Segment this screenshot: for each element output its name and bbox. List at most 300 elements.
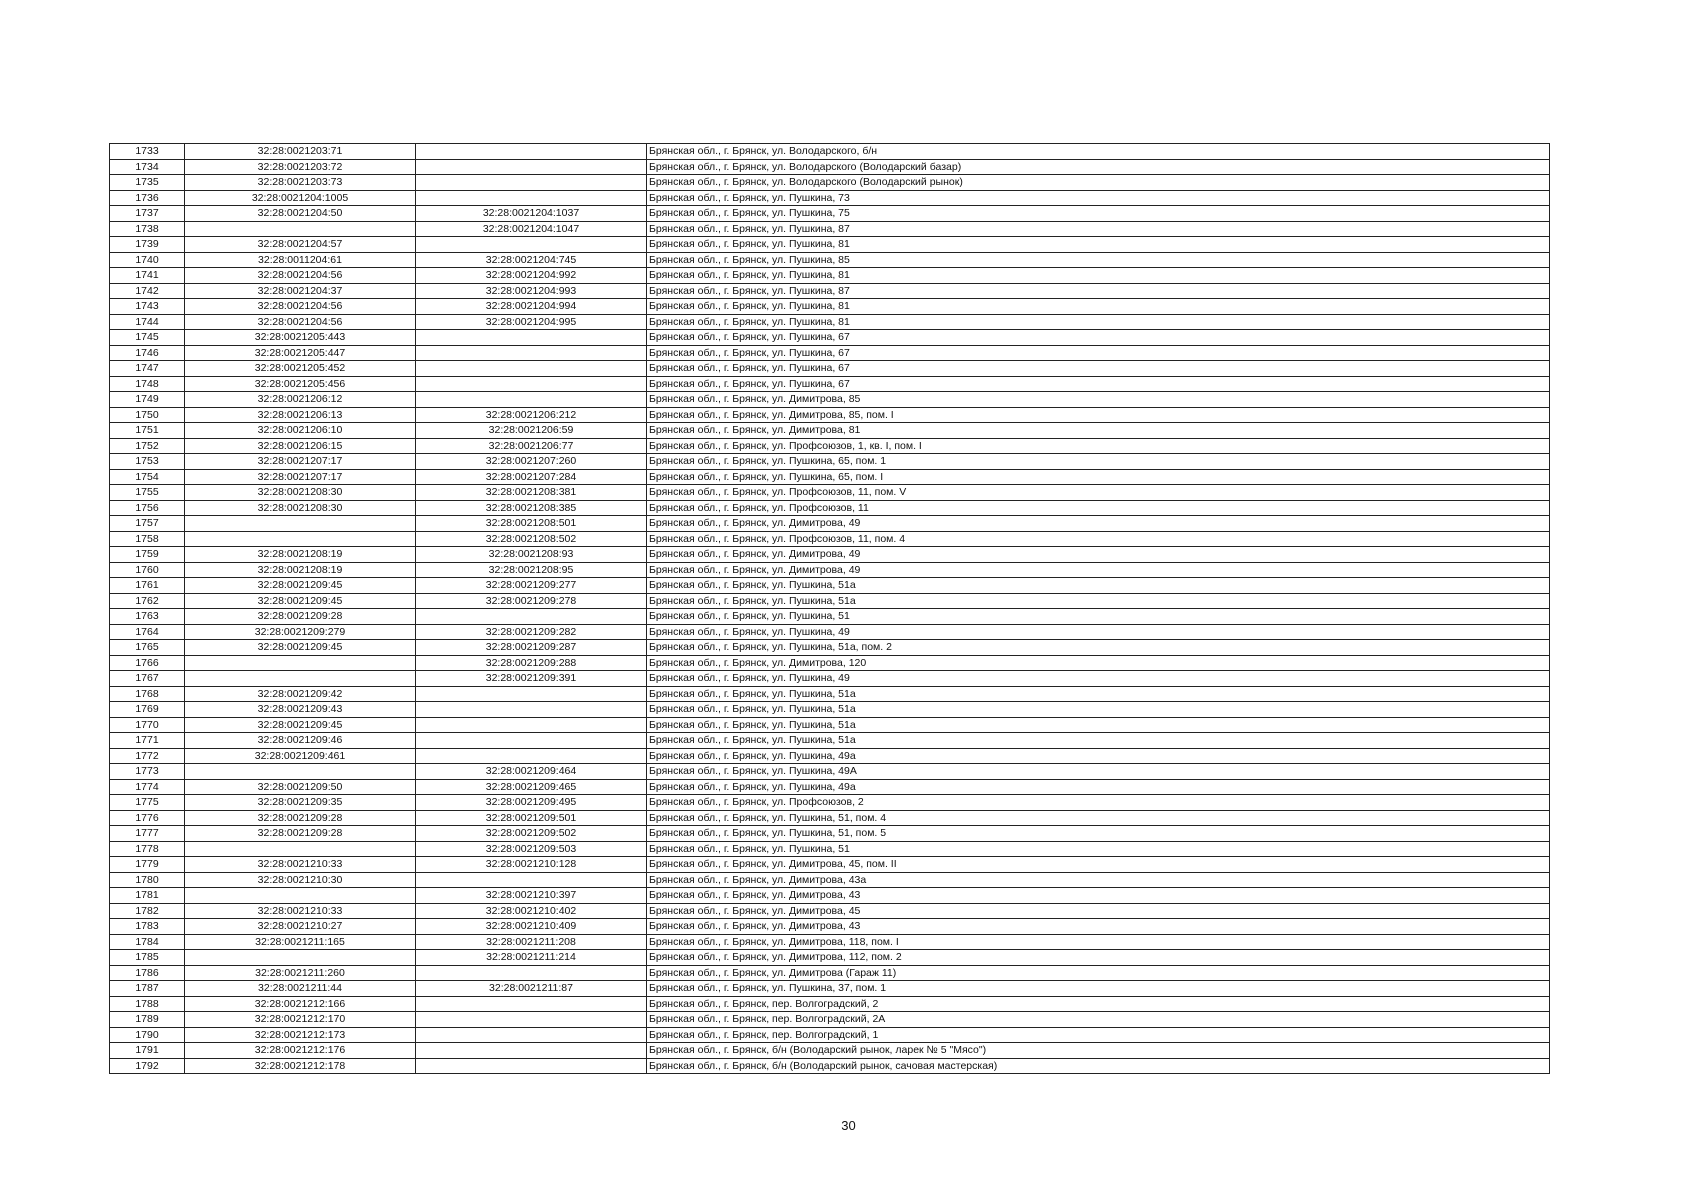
table-row (110, 144, 1550, 160)
land-cadastral-number-cell: 32:28:0021209:50 (185, 779, 416, 795)
address-cell: Брянская обл., г. Брянск, ул. Пушкина, 49а (647, 748, 1550, 764)
land-cadastral-number-cell: 32:28:0011204:61 (185, 252, 416, 268)
address-cell: Брянская обл., г. Брянск, ул. Пушкина, 81 (647, 299, 1550, 315)
address-cell: Брянская обл., г. Брянск, ул. Пушкина, 51а (647, 686, 1550, 702)
row-number-cell: 1792 (110, 1058, 185, 1074)
land-cadastral-number-cell: 32:28:0021209:35 (185, 795, 416, 811)
row-number-cell: 1788 (110, 996, 185, 1012)
address-cell: Брянская обл., г. Брянск, ул. Димитрова, 118, пом. I (647, 934, 1550, 950)
table-row (110, 361, 1550, 377)
row-number-cell: 1762 (110, 593, 185, 609)
row-number-cell: 1745 (110, 330, 185, 346)
land-cadastral-number-cell: 32:28:0021205:452 (185, 361, 416, 377)
address-cell: Брянская обл., г. Брянск, ул. Пушкина, 67 (647, 361, 1550, 377)
building-cadastral-number-cell: 32:28:0021209:503 (416, 841, 647, 857)
table-row (110, 872, 1550, 888)
table-row (110, 609, 1550, 625)
land-cadastral-number-cell: 32:28:0021212:173 (185, 1027, 416, 1043)
table-row (110, 950, 1550, 966)
address-cell: Брянская обл., г. Брянск, ул. Пушкина, 87 (647, 283, 1550, 299)
building-cadastral-number-cell (416, 748, 647, 764)
building-cadastral-number-cell (416, 733, 647, 749)
table-row (110, 485, 1550, 501)
row-number-cell: 1779 (110, 857, 185, 873)
table-row (110, 562, 1550, 578)
row-number-cell: 1780 (110, 872, 185, 888)
building-cadastral-number-cell (416, 144, 647, 160)
row-number-cell: 1769 (110, 702, 185, 718)
building-cadastral-number-cell: 32:28:0021209:391 (416, 671, 647, 687)
table-row (110, 795, 1550, 811)
building-cadastral-number-cell: 32:28:0021208:381 (416, 485, 647, 501)
row-number-cell: 1740 (110, 252, 185, 268)
building-cadastral-number-cell: 32:28:0021206:77 (416, 438, 647, 454)
address-cell: Брянская обл., г. Брянск, пер. Волгоградский, 2А (647, 1012, 1550, 1028)
address-cell: Брянская обл., г. Брянск, ул. Профсоюзов, 11 (647, 500, 1550, 516)
row-number-cell: 1770 (110, 717, 185, 733)
address-cell: Брянская обл., г. Брянск, ул. Пушкина, 67 (647, 345, 1550, 361)
building-cadastral-number-cell: 32:28:0021204:992 (416, 268, 647, 284)
land-cadastral-number-cell: 32:28:0021209:45 (185, 717, 416, 733)
row-number-cell: 1790 (110, 1027, 185, 1043)
table-row (110, 314, 1550, 330)
building-cadastral-number-cell: 32:28:0021204:995 (416, 314, 647, 330)
row-number-cell: 1751 (110, 423, 185, 439)
address-cell: Брянская обл., г. Брянск, ул. Димитрова, 43 (647, 919, 1550, 935)
table-row (110, 1012, 1550, 1028)
address-cell: Брянская обл., г. Брянск, ул. Пушкина, 81 (647, 314, 1550, 330)
building-cadastral-number-cell: 32:28:0021211:214 (416, 950, 647, 966)
building-cadastral-number-cell: 32:28:0021206:59 (416, 423, 647, 439)
row-number-cell: 1742 (110, 283, 185, 299)
table-row (110, 407, 1550, 423)
table-row (110, 500, 1550, 516)
row-number-cell: 1753 (110, 454, 185, 470)
row-number-cell: 1777 (110, 826, 185, 842)
building-cadastral-number-cell: 32:28:0021210:397 (416, 888, 647, 904)
building-cadastral-number-cell: 32:28:0021210:409 (416, 919, 647, 935)
building-cadastral-number-cell (416, 330, 647, 346)
row-number-cell: 1765 (110, 640, 185, 656)
land-cadastral-number-cell: 32:28:0021204:56 (185, 268, 416, 284)
land-cadastral-number-cell: 32:28:0021209:45 (185, 578, 416, 594)
table-row (110, 299, 1550, 315)
table-row (110, 857, 1550, 873)
row-number-cell: 1784 (110, 934, 185, 950)
address-cell: Брянская обл., г. Брянск, пер. Волгоградский, 2 (647, 996, 1550, 1012)
row-number-cell: 1750 (110, 407, 185, 423)
table-row (110, 748, 1550, 764)
table-row (110, 206, 1550, 222)
address-cell: Брянская обл., г. Брянск, ул. Володарского (Володарский рынок) (647, 175, 1550, 191)
table-row (110, 1027, 1550, 1043)
building-cadastral-number-cell (416, 1012, 647, 1028)
table-row (110, 702, 1550, 718)
row-number-cell: 1766 (110, 655, 185, 671)
address-cell: Брянская обл., г. Брянск, ул. Димитрова, 49 (647, 562, 1550, 578)
land-cadastral-number-cell: 32:28:0021209:28 (185, 609, 416, 625)
land-cadastral-number-cell: 32:28:0021203:73 (185, 175, 416, 191)
table-row (110, 423, 1550, 439)
address-cell: Брянская обл., г. Брянск, ул. Пушкина, 87 (647, 221, 1550, 237)
address-cell: Брянская обл., г. Брянск, б/н (Володарский рынок, ларек № 5 "Мясо") (647, 1043, 1550, 1059)
address-cell: Брянская обл., г. Брянск, ул. Пушкина, 81 (647, 268, 1550, 284)
land-cadastral-number-cell: 32:28:0021211:165 (185, 934, 416, 950)
address-cell: Брянская обл., г. Брянск, ул. Пушкина, 51а (647, 593, 1550, 609)
row-number-cell: 1785 (110, 950, 185, 966)
row-number-cell: 1759 (110, 547, 185, 563)
land-cadastral-number-cell (185, 516, 416, 532)
address-cell: Брянская обл., г. Брянск, ул. Володарского, б/н (647, 144, 1550, 160)
row-number-cell: 1746 (110, 345, 185, 361)
page-number: 30 (841, 1118, 856, 1133)
building-cadastral-number-cell: 32:28:0021211:87 (416, 981, 647, 997)
row-number-cell: 1748 (110, 376, 185, 392)
land-cadastral-number-cell: 32:28:0021208:19 (185, 562, 416, 578)
table-row (110, 764, 1550, 780)
address-cell: Брянская обл., г. Брянск, ул. Пушкина, 51а (647, 578, 1550, 594)
building-cadastral-number-cell (416, 609, 647, 625)
land-cadastral-number-cell (185, 531, 416, 547)
table-row (110, 810, 1550, 826)
building-cadastral-number-cell (416, 376, 647, 392)
row-number-cell: 1763 (110, 609, 185, 625)
row-number-cell: 1772 (110, 748, 185, 764)
row-number-cell: 1791 (110, 1043, 185, 1059)
land-cadastral-number-cell: 32:28:0021203:71 (185, 144, 416, 160)
address-cell: Брянская обл., г. Брянск, ул. Димитрова, 81 (647, 423, 1550, 439)
row-number-cell: 1767 (110, 671, 185, 687)
address-cell: Брянская обл., г. Брянск, ул. Пушкина, 49 (647, 671, 1550, 687)
land-cadastral-number-cell: 32:28:0021206:13 (185, 407, 416, 423)
land-cadastral-number-cell: 32:28:0021204:57 (185, 237, 416, 253)
address-cell: Брянская обл., г. Брянск, ул. Пушкина, 49 (647, 624, 1550, 640)
land-cadastral-number-cell: 32:28:0021212:170 (185, 1012, 416, 1028)
building-cadastral-number-cell: 32:28:0021207:260 (416, 454, 647, 470)
land-cadastral-number-cell: 32:28:0021209:28 (185, 810, 416, 826)
address-cell: Брянская обл., г. Брянск, ул. Димитрова (Гараж 11) (647, 965, 1550, 981)
building-cadastral-number-cell: 32:28:0021209:502 (416, 826, 647, 842)
land-cadastral-number-cell (185, 655, 416, 671)
building-cadastral-number-cell: 32:28:0021209:495 (416, 795, 647, 811)
row-number-cell: 1789 (110, 1012, 185, 1028)
building-cadastral-number-cell (416, 175, 647, 191)
land-cadastral-number-cell: 32:28:0021205:443 (185, 330, 416, 346)
address-cell: Брянская обл., г. Брянск, ул. Димитрова, 112, пом. 2 (647, 950, 1550, 966)
table-row (110, 578, 1550, 594)
address-cell: Брянская обл., г. Брянск, ул. Пушкина, 67 (647, 330, 1550, 346)
row-number-cell: 1735 (110, 175, 185, 191)
table-row (110, 919, 1550, 935)
row-number-cell: 1781 (110, 888, 185, 904)
building-cadastral-number-cell: 32:28:0021209:465 (416, 779, 647, 795)
table-row (110, 330, 1550, 346)
table-row (110, 686, 1550, 702)
address-cell: Брянская обл., г. Брянск, ул. Димитрова, 120 (647, 655, 1550, 671)
land-cadastral-number-cell: 32:28:0021209:46 (185, 733, 416, 749)
building-cadastral-number-cell: 32:28:0021208:93 (416, 547, 647, 563)
row-number-cell: 1775 (110, 795, 185, 811)
table-row (110, 934, 1550, 950)
address-cell: Брянская обл., г. Брянск, б/н (Володарский рынок, сачовая мастерская) (647, 1058, 1550, 1074)
table-row (110, 826, 1550, 842)
land-cadastral-number-cell: 32:28:0021210:33 (185, 857, 416, 873)
building-cadastral-number-cell (416, 996, 647, 1012)
table-row (110, 996, 1550, 1012)
address-cell: Брянская обл., г. Брянск, ул. Профсоюзов, 1, кв. I, пом. I (647, 438, 1550, 454)
land-cadastral-number-cell: 32:28:0021210:33 (185, 903, 416, 919)
address-cell: Брянская обл., г. Брянск, ул. Пушкина, 37, пом. 1 (647, 981, 1550, 997)
row-number-cell: 1773 (110, 764, 185, 780)
address-cell: Брянская обл., г. Брянск, ул. Пушкина, 65, пом. I (647, 469, 1550, 485)
row-number-cell: 1736 (110, 190, 185, 206)
land-cadastral-number-cell: 32:28:0021212:176 (185, 1043, 416, 1059)
building-cadastral-number-cell: 32:28:0021209:501 (416, 810, 647, 826)
address-cell: Брянская обл., г. Брянск, ул. Пушкина, 49А (647, 764, 1550, 780)
building-cadastral-number-cell (416, 345, 647, 361)
table-row (110, 376, 1550, 392)
table-row (110, 624, 1550, 640)
building-cadastral-number-cell (416, 361, 647, 377)
row-number-cell: 1761 (110, 578, 185, 594)
land-cadastral-number-cell: 32:28:0021204:50 (185, 206, 416, 222)
building-cadastral-number-cell: 32:28:0021209:278 (416, 593, 647, 609)
land-cadastral-number-cell: 32:28:0021209:461 (185, 748, 416, 764)
table-row (110, 531, 1550, 547)
address-cell: Брянская обл., г. Брянск, ул. Пушкина, 51а (647, 702, 1550, 718)
address-cell: Брянская обл., г. Брянск, ул. Димитрова, 49 (647, 547, 1550, 563)
building-cadastral-number-cell: 32:28:0021204:745 (416, 252, 647, 268)
row-number-cell: 1737 (110, 206, 185, 222)
address-cell: Брянская обл., г. Брянск, ул. Пушкина, 75 (647, 206, 1550, 222)
row-number-cell: 1774 (110, 779, 185, 795)
land-cadastral-number-cell: 32:28:0021211:44 (185, 981, 416, 997)
land-cadastral-number-cell (185, 671, 416, 687)
land-cadastral-number-cell: 32:28:0021212:178 (185, 1058, 416, 1074)
building-cadastral-number-cell (416, 717, 647, 733)
land-cadastral-number-cell: 32:28:0021209:43 (185, 702, 416, 718)
address-cell: Брянская обл., г. Брянск, ул. Пушкина, 67 (647, 376, 1550, 392)
land-cadastral-number-cell: 32:28:0021205:456 (185, 376, 416, 392)
table-row (110, 221, 1550, 237)
building-cadastral-number-cell: 32:28:0021208:502 (416, 531, 647, 547)
building-cadastral-number-cell (416, 190, 647, 206)
address-cell: Брянская обл., г. Брянск, ул. Пушкина, 73 (647, 190, 1550, 206)
address-cell: Брянская обл., г. Брянск, ул. Димитрова, 85 (647, 392, 1550, 408)
address-cell: Брянская обл., г. Брянск, ул. Димитрова, 43 (647, 888, 1550, 904)
land-cadastral-number-cell: 32:28:0021206:12 (185, 392, 416, 408)
land-cadastral-number-cell (185, 888, 416, 904)
row-number-cell: 1757 (110, 516, 185, 532)
land-cadastral-number-cell: 32:28:0021209:279 (185, 624, 416, 640)
table-row (110, 888, 1550, 904)
address-cell: Брянская обл., г. Брянск, пер. Волгоградский, 1 (647, 1027, 1550, 1043)
row-number-cell: 1787 (110, 981, 185, 997)
row-number-cell: 1778 (110, 841, 185, 857)
land-cadastral-number-cell: 32:28:0021210:30 (185, 872, 416, 888)
land-cadastral-number-cell: 32:28:0021204:56 (185, 299, 416, 315)
row-number-cell: 1776 (110, 810, 185, 826)
building-cadastral-number-cell: 32:28:0021209:287 (416, 640, 647, 656)
land-cadastral-number-cell (185, 950, 416, 966)
table-row (110, 779, 1550, 795)
building-cadastral-number-cell: 32:28:0021208:95 (416, 562, 647, 578)
table-row (110, 593, 1550, 609)
building-cadastral-number-cell: 32:28:0021210:402 (416, 903, 647, 919)
row-number-cell: 1758 (110, 531, 185, 547)
address-cell: Брянская обл., г. Брянск, ул. Димитрова, 43а (647, 872, 1550, 888)
table-row (110, 841, 1550, 857)
row-number-cell: 1764 (110, 624, 185, 640)
address-cell: Брянская обл., г. Брянск, ул. Пушкина, 51а, пом. 2 (647, 640, 1550, 656)
building-cadastral-number-cell: 32:28:0021208:385 (416, 500, 647, 516)
land-cadastral-number-cell (185, 221, 416, 237)
row-number-cell: 1771 (110, 733, 185, 749)
land-cadastral-number-cell: 32:28:0021209:42 (185, 686, 416, 702)
table-row (110, 392, 1550, 408)
row-number-cell: 1743 (110, 299, 185, 315)
address-cell: Брянская обл., г. Брянск, ул. Димитрова, 49 (647, 516, 1550, 532)
building-cadastral-number-cell (416, 1058, 647, 1074)
address-cell: Брянская обл., г. Брянск, ул. Пушкина, 85 (647, 252, 1550, 268)
table-row (110, 268, 1550, 284)
land-cadastral-number-cell: 32:28:0021212:166 (185, 996, 416, 1012)
building-cadastral-number-cell (416, 392, 647, 408)
row-number-cell: 1734 (110, 159, 185, 175)
land-cadastral-number-cell: 32:28:0021211:260 (185, 965, 416, 981)
land-cadastral-number-cell: 32:28:0021204:1005 (185, 190, 416, 206)
land-cadastral-number-cell: 32:28:0021204:56 (185, 314, 416, 330)
table-row (110, 516, 1550, 532)
land-cadastral-number-cell: 32:28:0021209:45 (185, 640, 416, 656)
building-cadastral-number-cell (416, 686, 647, 702)
land-cadastral-number-cell: 32:28:0021207:17 (185, 469, 416, 485)
table-row (110, 237, 1550, 253)
row-number-cell: 1741 (110, 268, 185, 284)
land-cadastral-number-cell: 32:28:0021208:30 (185, 485, 416, 501)
row-number-cell: 1744 (110, 314, 185, 330)
building-cadastral-number-cell (416, 237, 647, 253)
table-row (110, 454, 1550, 470)
building-cadastral-number-cell: 32:28:0021204:993 (416, 283, 647, 299)
address-cell: Брянская обл., г. Брянск, ул. Пушкина, 51а (647, 733, 1550, 749)
row-number-cell: 1768 (110, 686, 185, 702)
land-cadastral-number-cell: 32:28:0021209:45 (185, 593, 416, 609)
address-cell: Брянская обл., г. Брянск, ул. Пушкина, 49а (647, 779, 1550, 795)
row-number-cell: 1783 (110, 919, 185, 935)
land-cadastral-number-cell: 32:28:0021209:28 (185, 826, 416, 842)
land-cadastral-number-cell: 32:28:0021206:15 (185, 438, 416, 454)
building-cadastral-number-cell: 32:28:0021204:1037 (416, 206, 647, 222)
table-row (110, 469, 1550, 485)
address-cell: Брянская обл., г. Брянск, ул. Пушкина, 81 (647, 237, 1550, 253)
land-cadastral-number-cell (185, 841, 416, 857)
address-cell: Брянская обл., г. Брянск, ул. Пушкина, 51 (647, 841, 1550, 857)
address-cell: Брянская обл., г. Брянск, ул. Пушкина, 51 (647, 609, 1550, 625)
building-cadastral-number-cell: 32:28:0021209:282 (416, 624, 647, 640)
table-row (110, 640, 1550, 656)
register-body (110, 144, 1550, 1074)
table-row (110, 175, 1550, 191)
table-row (110, 190, 1550, 206)
address-cell: Брянская обл., г. Брянск, ул. Пушкина, 51, пом. 4 (647, 810, 1550, 826)
address-cell: Брянская обл., г. Брянск, ул. Володарского (Володарский базар) (647, 159, 1550, 175)
table-row (110, 655, 1550, 671)
table-row (110, 283, 1550, 299)
address-cell: Брянская обл., г. Брянск, ул. Димитрова, 45 (647, 903, 1550, 919)
row-number-cell: 1782 (110, 903, 185, 919)
row-number-cell: 1754 (110, 469, 185, 485)
table-row (110, 252, 1550, 268)
row-number-cell: 1739 (110, 237, 185, 253)
building-cadastral-number-cell: 32:28:0021211:208 (416, 934, 647, 950)
address-cell: Брянская обл., г. Брянск, ул. Пушкина, 51а (647, 717, 1550, 733)
land-cadastral-number-cell: 32:28:0021205:447 (185, 345, 416, 361)
building-cadastral-number-cell (416, 159, 647, 175)
table-row (110, 981, 1550, 997)
address-cell: Брянская обл., г. Брянск, ул. Пушкина, 65, пом. 1 (647, 454, 1550, 470)
land-cadastral-number-cell: 32:28:0021208:19 (185, 547, 416, 563)
table-row (110, 159, 1550, 175)
building-cadastral-number-cell: 32:28:0021210:128 (416, 857, 647, 873)
row-number-cell: 1756 (110, 500, 185, 516)
land-cadastral-number-cell: 32:28:0021204:37 (185, 283, 416, 299)
row-number-cell: 1752 (110, 438, 185, 454)
land-cadastral-number-cell: 32:28:0021203:72 (185, 159, 416, 175)
table-row (110, 733, 1550, 749)
table-row (110, 1043, 1550, 1059)
address-cell: Брянская обл., г. Брянск, ул. Димитрова, 85, пом. I (647, 407, 1550, 423)
table-row (110, 671, 1550, 687)
table-row (110, 717, 1550, 733)
table-row (110, 547, 1550, 563)
address-cell: Брянская обл., г. Брянск, ул. Профсоюзов, 11, пом. V (647, 485, 1550, 501)
row-number-cell: 1738 (110, 221, 185, 237)
building-cadastral-number-cell: 32:28:0021209:288 (416, 655, 647, 671)
address-cell: Брянская обл., г. Брянск, ул. Димитрова, 45, пом. II (647, 857, 1550, 873)
table-row (110, 903, 1550, 919)
land-cadastral-number-cell: 32:28:0021208:30 (185, 500, 416, 516)
building-cadastral-number-cell: 32:28:0021209:464 (416, 764, 647, 780)
row-number-cell: 1749 (110, 392, 185, 408)
building-cadastral-number-cell (416, 872, 647, 888)
row-number-cell: 1760 (110, 562, 185, 578)
building-cadastral-number-cell (416, 965, 647, 981)
address-cell: Брянская обл., г. Брянск, ул. Профсоюзов, 2 (647, 795, 1550, 811)
table-row (110, 965, 1550, 981)
land-cadastral-number-cell (185, 764, 416, 780)
row-number-cell: 1747 (110, 361, 185, 377)
address-cell: Брянская обл., г. Брянск, ул. Профсоюзов, 11, пом. 4 (647, 531, 1550, 547)
table-row (110, 345, 1550, 361)
building-cadastral-number-cell: 32:28:0021204:1047 (416, 221, 647, 237)
building-cadastral-number-cell: 32:28:0021206:212 (416, 407, 647, 423)
land-cadastral-number-cell: 32:28:0021207:17 (185, 454, 416, 470)
table-row (110, 1058, 1550, 1074)
property-register-table (109, 143, 1550, 1074)
address-cell: Брянская обл., г. Брянск, ул. Пушкина, 51, пом. 5 (647, 826, 1550, 842)
row-number-cell: 1733 (110, 144, 185, 160)
building-cadastral-number-cell (416, 1043, 647, 1059)
building-cadastral-number-cell (416, 702, 647, 718)
table-row (110, 438, 1550, 454)
building-cadastral-number-cell (416, 1027, 647, 1043)
row-number-cell: 1786 (110, 965, 185, 981)
land-cadastral-number-cell: 32:28:0021210:27 (185, 919, 416, 935)
building-cadastral-number-cell: 32:28:0021209:277 (416, 578, 647, 594)
land-cadastral-number-cell: 32:28:0021206:10 (185, 423, 416, 439)
row-number-cell: 1755 (110, 485, 185, 501)
